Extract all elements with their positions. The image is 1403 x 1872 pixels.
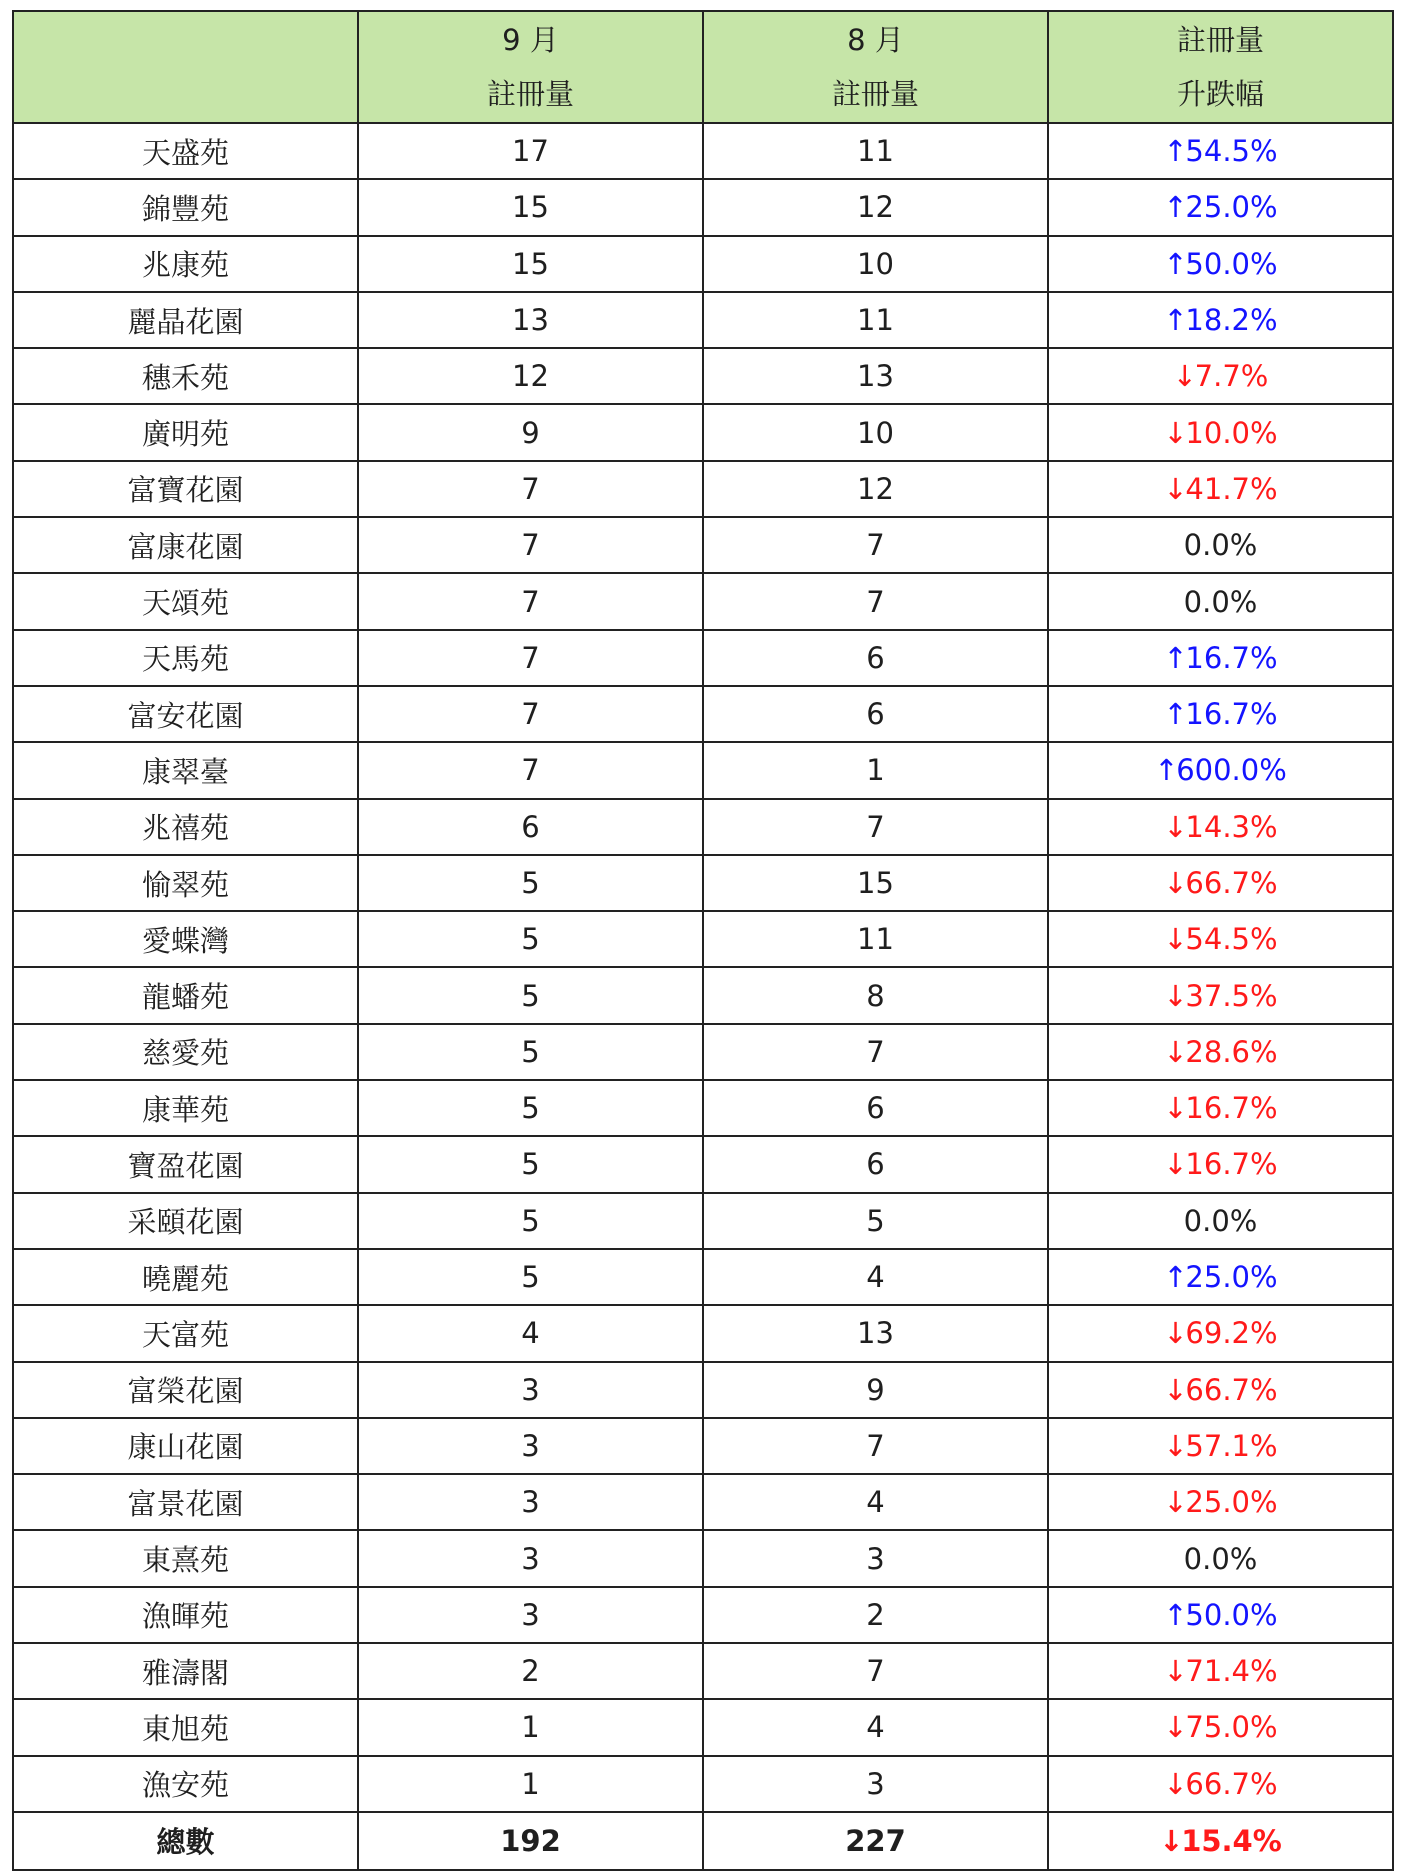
estate-name-cell: 龍蟠苑 xyxy=(13,967,358,1023)
september-count-cell: 15 xyxy=(358,179,703,235)
september-count-cell: 5 xyxy=(358,1249,703,1305)
estate-name-cell: 愉翠苑 xyxy=(13,855,358,911)
change-value: 41.7% xyxy=(1185,471,1278,506)
september-count-cell: 7 xyxy=(358,742,703,798)
trend-arrow-icon: ↑ xyxy=(1163,246,1188,281)
estate-name-cell: 東熹苑 xyxy=(13,1530,358,1586)
change-value: 50.0% xyxy=(1185,246,1278,281)
header-row xyxy=(13,11,1393,123)
table-row xyxy=(13,1249,1393,1305)
august-count-cell: 11 xyxy=(703,911,1048,967)
september-count-cell: 1 xyxy=(358,1756,703,1812)
september-count-cell: 5 xyxy=(358,1024,703,1080)
september-count-cell: 7 xyxy=(358,630,703,686)
trend-arrow-icon: ↓ xyxy=(1172,359,1197,394)
estate-name-cell: 天頌苑 xyxy=(13,573,358,629)
september-count-cell: 5 xyxy=(358,911,703,967)
estate-name-cell: 天盛苑 xyxy=(13,123,358,179)
september-count-cell: 5 xyxy=(358,1136,703,1192)
change-value: 7.7% xyxy=(1194,359,1269,394)
september-count-cell: 2 xyxy=(358,1643,703,1699)
change-value: 16.7% xyxy=(1185,697,1278,732)
trend-arrow-icon: ↓ xyxy=(1163,1710,1188,1745)
trend-arrow-icon: ↑ xyxy=(1163,1260,1188,1295)
september-count-cell: 3 xyxy=(358,1362,703,1418)
change-cell xyxy=(1048,742,1393,798)
table-row xyxy=(13,573,1393,629)
total-august: 227 xyxy=(703,1812,1048,1870)
table-row xyxy=(13,1699,1393,1755)
change-cell xyxy=(1048,1418,1393,1474)
september-count-cell: 5 xyxy=(358,855,703,911)
table-row xyxy=(13,630,1393,686)
estate-name-cell: 東旭苑 xyxy=(13,1699,358,1755)
september-count-cell: 7 xyxy=(358,686,703,742)
change-value: 75.0% xyxy=(1185,1710,1278,1745)
august-count-cell: 6 xyxy=(703,686,1048,742)
header-change-line1: 註冊量 xyxy=(1176,23,1264,57)
estate-name-cell: 寶盈花園 xyxy=(13,1136,358,1192)
september-count-cell: 7 xyxy=(358,461,703,517)
september-count-cell: 4 xyxy=(358,1305,703,1361)
august-count-cell: 7 xyxy=(703,517,1048,573)
trend-arrow-icon: ↓ xyxy=(1163,1428,1188,1463)
registration-table xyxy=(12,10,1394,1871)
change-value: 10.0% xyxy=(1185,415,1278,450)
table-row xyxy=(13,967,1393,1023)
change-cell xyxy=(1048,1305,1393,1361)
estate-name-cell: 慈愛苑 xyxy=(13,1024,358,1080)
trend-arrow-icon: ↓ xyxy=(1163,1034,1188,1069)
change-value: 16.7% xyxy=(1185,1091,1278,1126)
change-value: 71.4% xyxy=(1185,1654,1278,1689)
change-value: 69.2% xyxy=(1185,1316,1278,1351)
august-count-cell: 3 xyxy=(703,1530,1048,1586)
table-row xyxy=(13,1193,1393,1249)
registration-table-container xyxy=(12,10,1392,1871)
august-count-cell: 2 xyxy=(703,1587,1048,1643)
change-cell xyxy=(1048,573,1393,629)
estate-name-cell: 康翠臺 xyxy=(13,742,358,798)
trend-arrow-icon: ↓ xyxy=(1159,1823,1184,1858)
august-count-cell: 6 xyxy=(703,630,1048,686)
change-cell xyxy=(1048,911,1393,967)
august-count-cell: 13 xyxy=(703,1305,1048,1361)
table-row xyxy=(13,1643,1393,1699)
august-count-cell: 4 xyxy=(703,1249,1048,1305)
september-count-cell: 1 xyxy=(358,1699,703,1755)
table-row xyxy=(13,686,1393,742)
table-row xyxy=(13,1080,1393,1136)
estate-name-cell: 富安花園 xyxy=(13,686,358,742)
header-change xyxy=(1048,11,1393,123)
september-count-cell: 13 xyxy=(358,292,703,348)
change-value: 25.0% xyxy=(1185,1260,1278,1295)
august-count-cell: 9 xyxy=(703,1362,1048,1418)
table-row xyxy=(13,1756,1393,1812)
trend-arrow-icon: ↓ xyxy=(1163,809,1188,844)
september-count-cell: 9 xyxy=(358,404,703,460)
change-value: 25.0% xyxy=(1185,1485,1278,1520)
header-august xyxy=(703,11,1048,123)
estate-name-cell: 麗晶花園 xyxy=(13,292,358,348)
september-count-cell: 3 xyxy=(358,1530,703,1586)
august-count-cell: 6 xyxy=(703,1136,1048,1192)
table-row xyxy=(13,855,1393,911)
change-value: 66.7% xyxy=(1185,1372,1278,1407)
change-value: 0.0% xyxy=(1183,528,1258,563)
change-cell xyxy=(1048,348,1393,404)
change-cell xyxy=(1048,461,1393,517)
august-count-cell: 10 xyxy=(703,404,1048,460)
change-cell xyxy=(1048,236,1393,292)
august-count-cell: 11 xyxy=(703,123,1048,179)
september-count-cell: 6 xyxy=(358,799,703,855)
total-change-value: 15.4% xyxy=(1181,1823,1282,1858)
august-count-cell: 7 xyxy=(703,1024,1048,1080)
estate-name-cell: 采頤花園 xyxy=(13,1193,358,1249)
estate-name-cell: 穗禾苑 xyxy=(13,348,358,404)
estate-name-cell: 富寶花園 xyxy=(13,461,358,517)
total-label: 總數 xyxy=(13,1812,358,1870)
august-count-cell: 3 xyxy=(703,1756,1048,1812)
change-value: 50.0% xyxy=(1185,1597,1278,1632)
table-row xyxy=(13,404,1393,460)
table-header xyxy=(13,11,1393,123)
change-value: 66.7% xyxy=(1185,1766,1278,1801)
table-footer xyxy=(13,1812,1393,1870)
table-row xyxy=(13,1305,1393,1361)
august-count-cell: 4 xyxy=(703,1474,1048,1530)
table-row xyxy=(13,461,1393,517)
trend-arrow-icon: ↑ xyxy=(1163,640,1188,675)
total-september: 192 xyxy=(358,1812,703,1870)
table-row xyxy=(13,1136,1393,1192)
trend-arrow-icon: ↓ xyxy=(1163,978,1188,1013)
header-august-label: 註冊量 xyxy=(831,77,919,111)
change-cell xyxy=(1048,1080,1393,1136)
table-row xyxy=(13,179,1393,235)
trend-arrow-icon: ↑ xyxy=(1163,134,1188,169)
trend-arrow-icon: ↓ xyxy=(1163,471,1188,506)
table-row xyxy=(13,1024,1393,1080)
change-value: 16.7% xyxy=(1185,640,1278,675)
august-count-cell: 15 xyxy=(703,855,1048,911)
change-value: 600.0% xyxy=(1176,753,1287,788)
header-september-month: 9 月 xyxy=(502,23,559,57)
change-cell xyxy=(1048,1474,1393,1530)
table-row xyxy=(13,236,1393,292)
change-value: 0.0% xyxy=(1183,1541,1258,1576)
estate-name-cell: 漁安苑 xyxy=(13,1756,358,1812)
september-count-cell: 15 xyxy=(358,236,703,292)
change-cell xyxy=(1048,686,1393,742)
change-value: 25.0% xyxy=(1185,190,1278,225)
header-change-line2: 升跌幅 xyxy=(1176,77,1264,111)
change-cell xyxy=(1048,630,1393,686)
trend-arrow-icon: ↓ xyxy=(1163,1654,1188,1689)
change-cell xyxy=(1048,1756,1393,1812)
trend-arrow-icon: ↑ xyxy=(1163,697,1188,732)
estate-name-cell: 天富苑 xyxy=(13,1305,358,1361)
trend-arrow-icon: ↓ xyxy=(1163,1766,1188,1801)
august-count-cell: 13 xyxy=(703,348,1048,404)
change-cell xyxy=(1048,1699,1393,1755)
august-count-cell: 7 xyxy=(703,1418,1048,1474)
change-cell xyxy=(1048,404,1393,460)
change-cell xyxy=(1048,1249,1393,1305)
change-cell xyxy=(1048,1643,1393,1699)
change-cell xyxy=(1048,967,1393,1023)
table-body xyxy=(13,123,1393,1812)
september-count-cell: 5 xyxy=(358,1193,703,1249)
estate-name-cell: 漁暉苑 xyxy=(13,1587,358,1643)
august-count-cell: 11 xyxy=(703,292,1048,348)
trend-arrow-icon: ↓ xyxy=(1163,1485,1188,1520)
change-value: 66.7% xyxy=(1185,866,1278,900)
august-count-cell: 10 xyxy=(703,236,1048,292)
trend-arrow-icon: ↑ xyxy=(1163,303,1188,338)
september-count-cell: 5 xyxy=(358,1080,703,1136)
table-row xyxy=(13,1362,1393,1418)
september-count-cell: 12 xyxy=(358,348,703,404)
change-value: 54.5% xyxy=(1185,134,1278,169)
estate-name-cell: 曉麗苑 xyxy=(13,1249,358,1305)
august-count-cell: 7 xyxy=(703,1643,1048,1699)
august-count-cell: 12 xyxy=(703,179,1048,235)
change-cell xyxy=(1048,179,1393,235)
estate-name-cell: 天馬苑 xyxy=(13,630,358,686)
total-change xyxy=(1048,1812,1393,1870)
august-count-cell: 4 xyxy=(703,1699,1048,1755)
change-value: 57.1% xyxy=(1185,1428,1278,1463)
change-value: 16.7% xyxy=(1185,1147,1278,1182)
trend-arrow-icon: ↓ xyxy=(1163,1147,1188,1182)
table-row xyxy=(13,799,1393,855)
september-count-cell: 17 xyxy=(358,123,703,179)
september-count-cell: 3 xyxy=(358,1587,703,1643)
trend-arrow-icon: ↓ xyxy=(1163,1091,1188,1126)
change-cell xyxy=(1048,799,1393,855)
september-count-cell: 3 xyxy=(358,1418,703,1474)
change-value: 0.0% xyxy=(1183,584,1258,619)
estate-name-cell: 雅濤閣 xyxy=(13,1643,358,1699)
estate-name-cell: 富景花園 xyxy=(13,1474,358,1530)
august-count-cell: 8 xyxy=(703,967,1048,1023)
change-value: 37.5% xyxy=(1185,978,1278,1013)
table-row xyxy=(13,123,1393,179)
table-row xyxy=(13,1474,1393,1530)
change-value: 54.5% xyxy=(1185,922,1278,957)
september-count-cell: 7 xyxy=(358,517,703,573)
trend-arrow-icon: ↓ xyxy=(1163,1316,1188,1351)
august-count-cell: 6 xyxy=(703,1080,1048,1136)
change-cell xyxy=(1048,292,1393,348)
change-value: 18.2% xyxy=(1185,303,1278,338)
change-cell xyxy=(1048,1024,1393,1080)
september-count-cell: 3 xyxy=(358,1474,703,1530)
change-value: 28.6% xyxy=(1185,1034,1278,1069)
estate-name-cell: 錦豐苑 xyxy=(13,179,358,235)
estate-name-cell: 康華苑 xyxy=(13,1080,358,1136)
table-row xyxy=(13,742,1393,798)
change-cell xyxy=(1048,855,1393,911)
change-value: 14.3% xyxy=(1185,809,1278,844)
estate-name-cell: 愛蝶灣 xyxy=(13,911,358,967)
estate-name-cell: 富康花園 xyxy=(13,517,358,573)
header-september xyxy=(358,11,703,123)
change-cell xyxy=(1048,1193,1393,1249)
august-count-cell: 1 xyxy=(703,742,1048,798)
august-count-cell: 7 xyxy=(703,799,1048,855)
change-cell xyxy=(1048,1362,1393,1418)
change-cell xyxy=(1048,1136,1393,1192)
header-september-label: 註冊量 xyxy=(486,77,574,111)
estate-name-cell: 兆康苑 xyxy=(13,236,358,292)
trend-arrow-icon: ↑ xyxy=(1163,190,1188,225)
august-count-cell: 5 xyxy=(703,1193,1048,1249)
change-cell xyxy=(1048,1530,1393,1586)
change-cell xyxy=(1048,123,1393,179)
estate-name-cell: 康山花園 xyxy=(13,1418,358,1474)
trend-arrow-icon: ↓ xyxy=(1163,866,1188,900)
estate-name-cell: 廣明苑 xyxy=(13,404,358,460)
september-count-cell: 5 xyxy=(358,967,703,1023)
august-count-cell: 7 xyxy=(703,573,1048,629)
table-row xyxy=(13,1530,1393,1586)
trend-arrow-icon: ↑ xyxy=(1163,1597,1188,1632)
table-row xyxy=(13,348,1393,404)
trend-arrow-icon: ↓ xyxy=(1163,415,1188,450)
trend-arrow-icon: ↑ xyxy=(1154,753,1179,788)
header-estate xyxy=(13,11,358,123)
header-august-month: 8 月 xyxy=(847,23,904,57)
august-count-cell: 12 xyxy=(703,461,1048,517)
september-count-cell: 7 xyxy=(358,573,703,629)
change-cell xyxy=(1048,517,1393,573)
table-row xyxy=(13,1587,1393,1643)
change-value: 0.0% xyxy=(1183,1203,1258,1238)
table-row xyxy=(13,1418,1393,1474)
table-row xyxy=(13,911,1393,967)
table-row xyxy=(13,517,1393,573)
table-row xyxy=(13,292,1393,348)
trend-arrow-icon: ↓ xyxy=(1163,1372,1188,1407)
estate-name-cell: 兆禧苑 xyxy=(13,799,358,855)
estate-name-cell: 富榮花園 xyxy=(13,1362,358,1418)
total-row xyxy=(13,1812,1393,1870)
trend-arrow-icon: ↓ xyxy=(1163,922,1188,957)
change-cell xyxy=(1048,1587,1393,1643)
